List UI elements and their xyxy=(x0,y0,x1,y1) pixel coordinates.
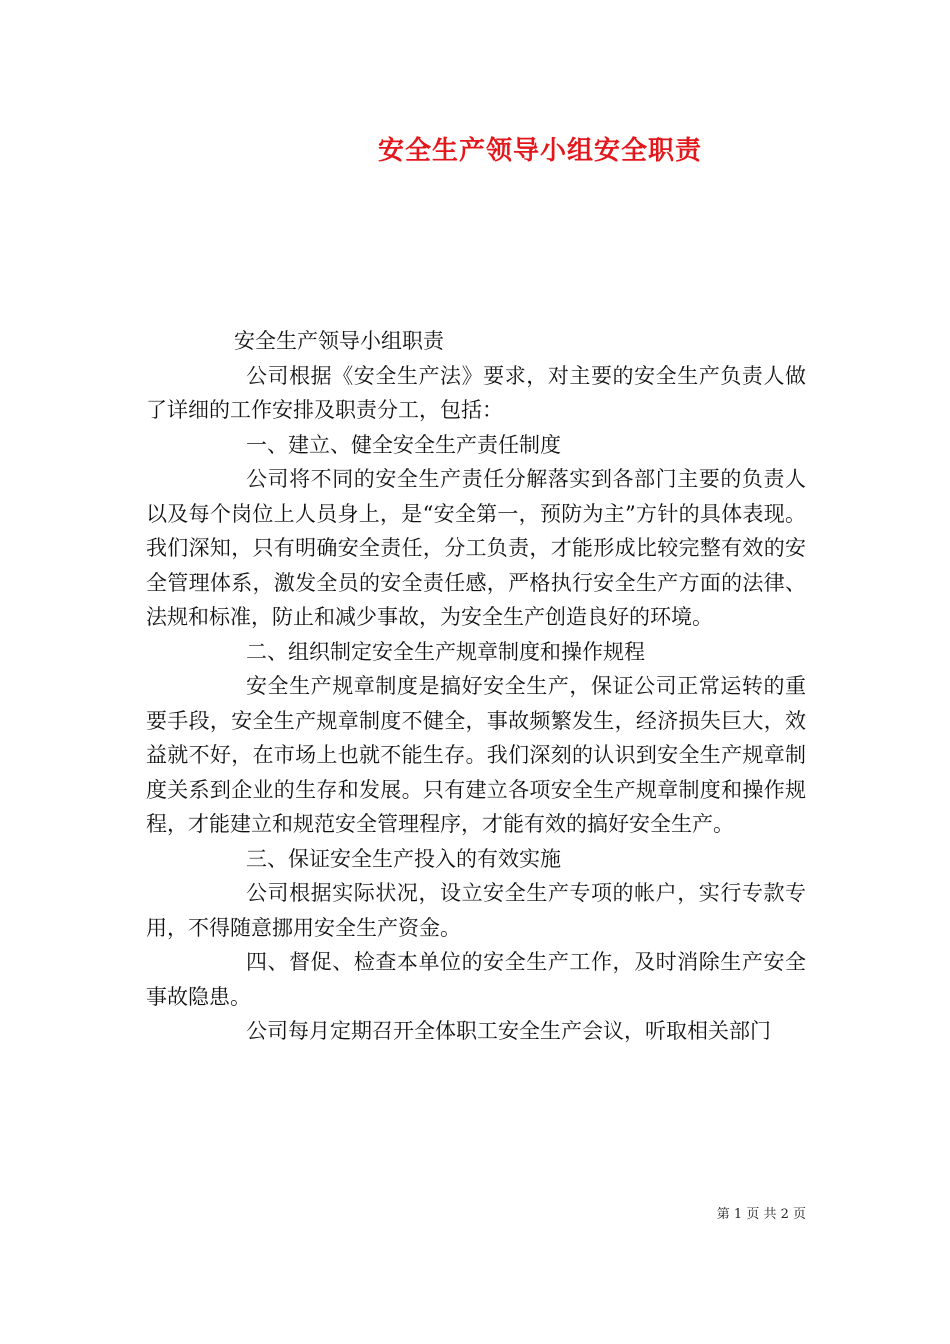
section-body-1: 公司将不同的安全生产责任分解落实到各部门主要的负责人以及每个岗位上人员身上，是“安全第一，预防为主”方针的具体表现。我们深知，只有明确安全责任，分工负责，才能形成比较完整有效的安全管理体系，激发全员的安全责任感，严格执行安全生产方面的法律、法规和标准，防止和减少事故，为安全生产创造良好的环境。 xyxy=(146,467,806,629)
document-body xyxy=(146,324,806,1049)
paragraph-intro: 公司根据《安全生产法》要求，对主要的安全生产负责人做了详细的工作安排及职责分工，包括： xyxy=(146,363,806,422)
page-number: 第 1 页 共 2 页 xyxy=(716,1207,806,1222)
section-body-2: 安全生产规章制度是搞好安全生产，保证公司正常运转的重要手段，安全生产规章制度不健全，事故频繁发生，经济损失巨大，效益就不好，在市场上也就不能生存。我们深刻的认识到安全生产规章制度关系到企业的生存和发展。只有建立各项安全生产规章制度和操作规程，才能建立和规范安全管理程序，才能有效的搞好安全生产。 xyxy=(146,674,806,836)
paragraph-heading: 安全生产领导小组职责 xyxy=(234,329,444,353)
section-body-4: 公司每月定期召开全体职工安全生产会议，听取相关部门 xyxy=(246,1019,771,1043)
section-body-3: 公司根据实际状况，设立安全生产专项的帐户，实行专款专用，不得随意挪用安全生产资金。 xyxy=(146,881,806,940)
section-heading-3: 三、保证安全生产投入的有效实施 xyxy=(246,846,561,871)
section-heading-1: 一、建立、健全安全生产责任制度 xyxy=(246,432,561,457)
section-heading-2: 二、组织制定安全生产规章制度和操作规程 xyxy=(246,639,645,664)
document-title: 安全生产领导小组安全职责 xyxy=(377,136,702,166)
section-heading-4: 四、督促、检查本单位的安全生产工作，及时消除生产安全事故隐患。 xyxy=(146,950,806,1009)
